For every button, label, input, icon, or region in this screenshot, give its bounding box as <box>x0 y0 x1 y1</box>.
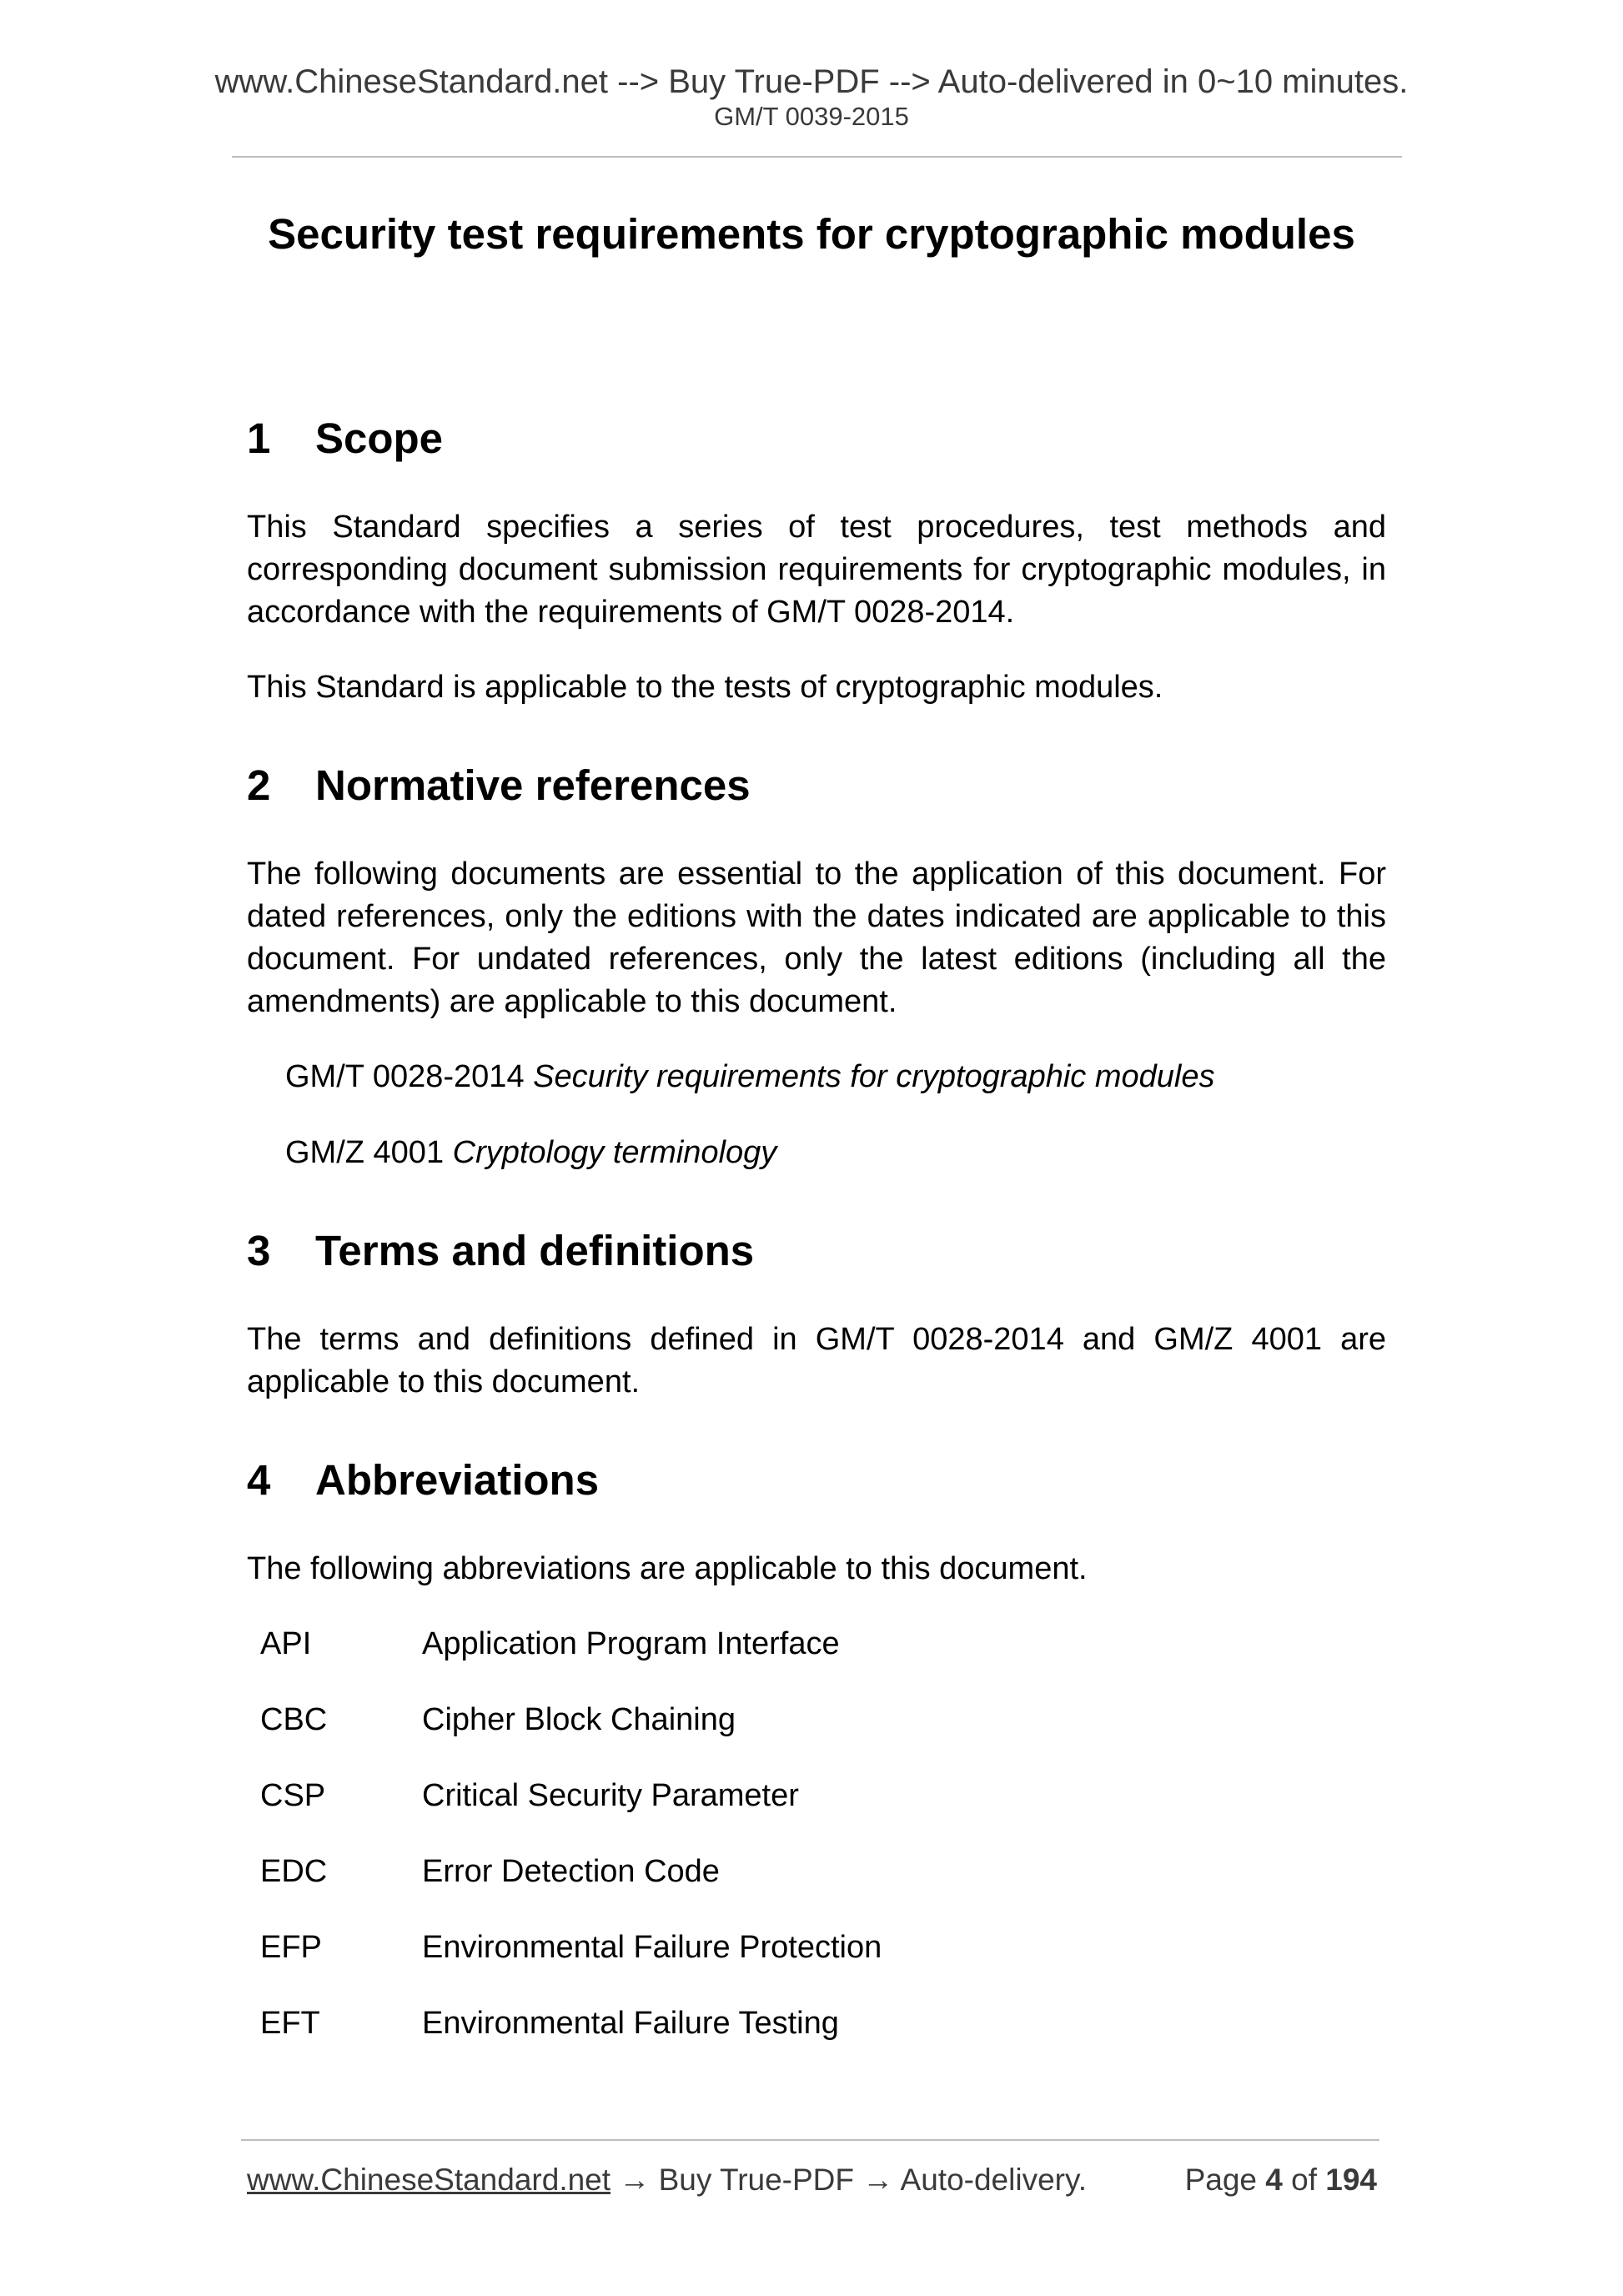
abbreviation-row <box>247 1623 1386 1699</box>
abbreviation-row <box>247 1775 1386 1851</box>
page-indicator <box>1185 2162 1377 2198</box>
section-number: 3 <box>247 1227 271 1274</box>
page-body <box>247 409 1386 2078</box>
page-of-label: of <box>1291 2163 1317 2197</box>
abbreviation-row <box>247 2002 1386 2078</box>
abbreviation-code: CBC <box>260 1702 328 1737</box>
footer-left <box>247 2162 1087 2198</box>
reference-item <box>247 1132 1386 1174</box>
abbreviation-meaning: Application Program Interface <box>422 1626 840 1661</box>
abbreviation-meaning: Error Detection Code <box>422 1854 720 1889</box>
abbreviation-code: EFP <box>260 1930 322 1965</box>
section-heading <box>247 756 1386 816</box>
section-scope <box>247 409 1386 709</box>
abbreviation-row <box>247 1851 1386 1927</box>
arrow-right-icon: → <box>862 2163 894 2197</box>
section-number: 2 <box>247 761 271 809</box>
reference-title: Security requirements for cryptographic modules <box>533 1059 1215 1094</box>
section-heading <box>247 1450 1386 1510</box>
reference-item <box>247 1056 1386 1098</box>
paragraph: The terms and definitions defined in GM/T 0028-2014 and GM/Z 4001 are applicable to this document. <box>247 1322 1386 1399</box>
document-number: GM/T 0039-2015 <box>714 102 909 131</box>
reference-code: GM/Z 4001 <box>285 1135 445 1170</box>
section-title: Scope <box>315 414 444 462</box>
paragraph: This Standard specifies a series of test procedures, test methods and corresponding document submission requirements for cryptographic modules, in accordance with the requirements of GM/T 0028-2014. <box>247 510 1386 630</box>
section-number: 4 <box>247 1456 271 1504</box>
reference-title: Cryptology terminology <box>452 1135 777 1170</box>
footer-divider <box>241 2139 1379 2141</box>
abbreviation-row <box>247 1927 1386 2002</box>
document-title: Security test requirements for cryptographic modules <box>268 210 1355 258</box>
paragraph: The following abbreviations are applicable to this document. <box>247 1551 1088 1586</box>
section-title: Abbreviations <box>315 1456 600 1504</box>
paragraph: This Standard is applicable to the tests of cryptographic modules. <box>247 670 1163 705</box>
abbreviation-meaning: Cipher Block Chaining <box>422 1702 736 1737</box>
arrow-right-icon: → <box>619 2163 651 2197</box>
abbreviation-meaning: Critical Security Parameter <box>422 1778 799 1813</box>
section-heading <box>247 409 1386 469</box>
abbreviation-row <box>247 1699 1386 1775</box>
abbreviation-meaning: Environmental Failure Testing <box>422 2006 839 2041</box>
section-heading <box>247 1221 1386 1281</box>
section-title: Normative references <box>315 761 751 809</box>
header-divider <box>232 156 1402 158</box>
section-terms-and-definitions <box>247 1221 1386 1404</box>
reference-code: GM/T 0028-2014 <box>285 1059 525 1094</box>
abbreviation-code: EFT <box>260 2006 320 2041</box>
abbreviation-meaning: Environmental Failure Protection <box>422 1930 882 1965</box>
abbreviation-list <box>247 1623 1386 2078</box>
footer-buy-text: Buy True-PDF <box>658 2163 855 2197</box>
section-abbreviations <box>247 1450 1386 2078</box>
section-number: 1 <box>247 414 271 462</box>
paragraph: The following documents are essential to the application of this document. For dated references, only the editions with the dates indicated are applicable to this document. For undated references, only the latest editions (including all the amendments) are applicable to this document. <box>247 857 1386 1019</box>
abbreviation-code: CSP <box>260 1778 326 1813</box>
page-label: Page <box>1184 2163 1257 2197</box>
section-title: Terms and definitions <box>315 1227 755 1274</box>
page-total: 194 <box>1325 2163 1377 2197</box>
footer-site-link[interactable]: www.ChineseStandard.net <box>247 2163 611 2197</box>
abbreviation-code: API <box>260 1626 312 1661</box>
footer-delivery-text: Auto-delivery. <box>900 2163 1088 2197</box>
page-current: 4 <box>1265 2163 1283 2197</box>
section-normative-references <box>247 756 1386 1174</box>
abbreviation-code: EDC <box>260 1854 328 1889</box>
header-banner: www.ChineseStandard.net --> Buy True-PDF --> Auto-delivered in 0~10 minutes. <box>214 63 1409 100</box>
